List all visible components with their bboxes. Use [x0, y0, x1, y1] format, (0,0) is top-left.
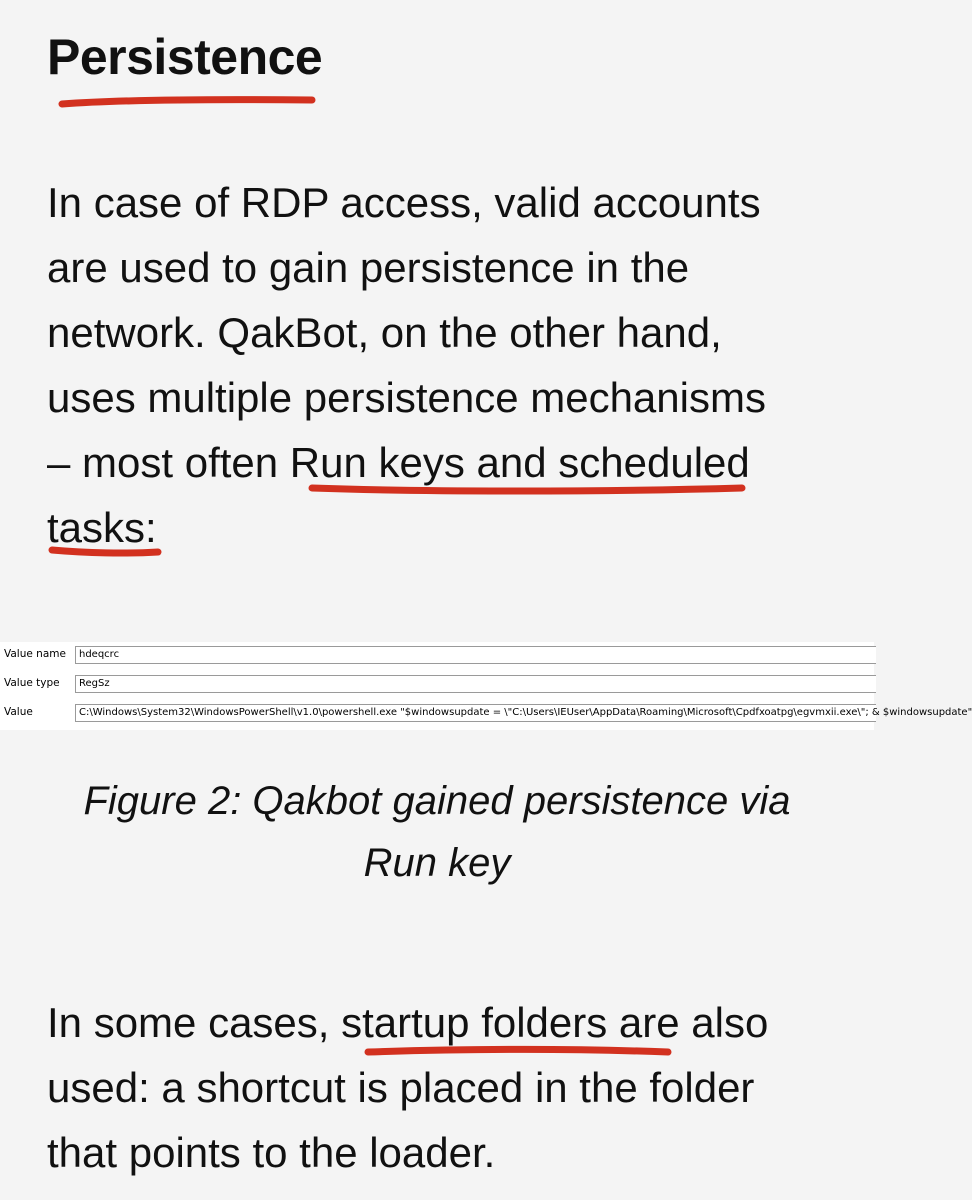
paragraph-line: are used to gain persistence in the	[47, 244, 690, 291]
figure-caption	[0, 770, 874, 894]
paragraph-line: tasks:	[47, 504, 157, 551]
paragraph-line: network. QakBot, on the other hand,	[47, 309, 722, 356]
registry-value-field: hdeqcrc	[75, 646, 876, 664]
registry-row-value-type	[0, 671, 874, 695]
registry-row-value	[0, 700, 972, 724]
registry-label: Value type	[4, 677, 60, 689]
registry-row-value-name	[0, 642, 874, 666]
caption-line: Run key	[363, 841, 511, 885]
heading-underline	[56, 92, 320, 112]
paragraph-line: In some cases, startup folders are also	[47, 999, 769, 1046]
paragraph-line: – most often Run keys and scheduled	[47, 439, 750, 486]
paragraph-line: In case of RDP access, valid accounts	[47, 179, 761, 226]
registry-value-field: C:\Windows\System32\WindowsPowerShell\v1.0\powershell.exe "$windowsupdate = \"C:\Users\IEUser\AppData\Roaming\Microsoft\Cpdfxoatpg\egvmxii.exe\"; & $windowsupdate"	[75, 704, 876, 722]
registry-value-panel	[0, 642, 972, 730]
registry-label: Value name	[4, 648, 66, 660]
registry-label: Value	[4, 706, 33, 718]
section-heading: Persistence	[47, 29, 323, 85]
outro-paragraph	[47, 990, 768, 1185]
paragraph-line: used: a shortcut is placed in the folder	[47, 1064, 755, 1111]
paragraph-line: uses multiple persistence mechanisms	[47, 374, 766, 421]
caption-line: Figure 2: Qakbot gained persistence via	[83, 779, 791, 823]
registry-value-field: RegSz	[75, 675, 876, 693]
intro-paragraph	[47, 170, 766, 560]
paragraph-line: that points to the loader.	[47, 1129, 496, 1176]
